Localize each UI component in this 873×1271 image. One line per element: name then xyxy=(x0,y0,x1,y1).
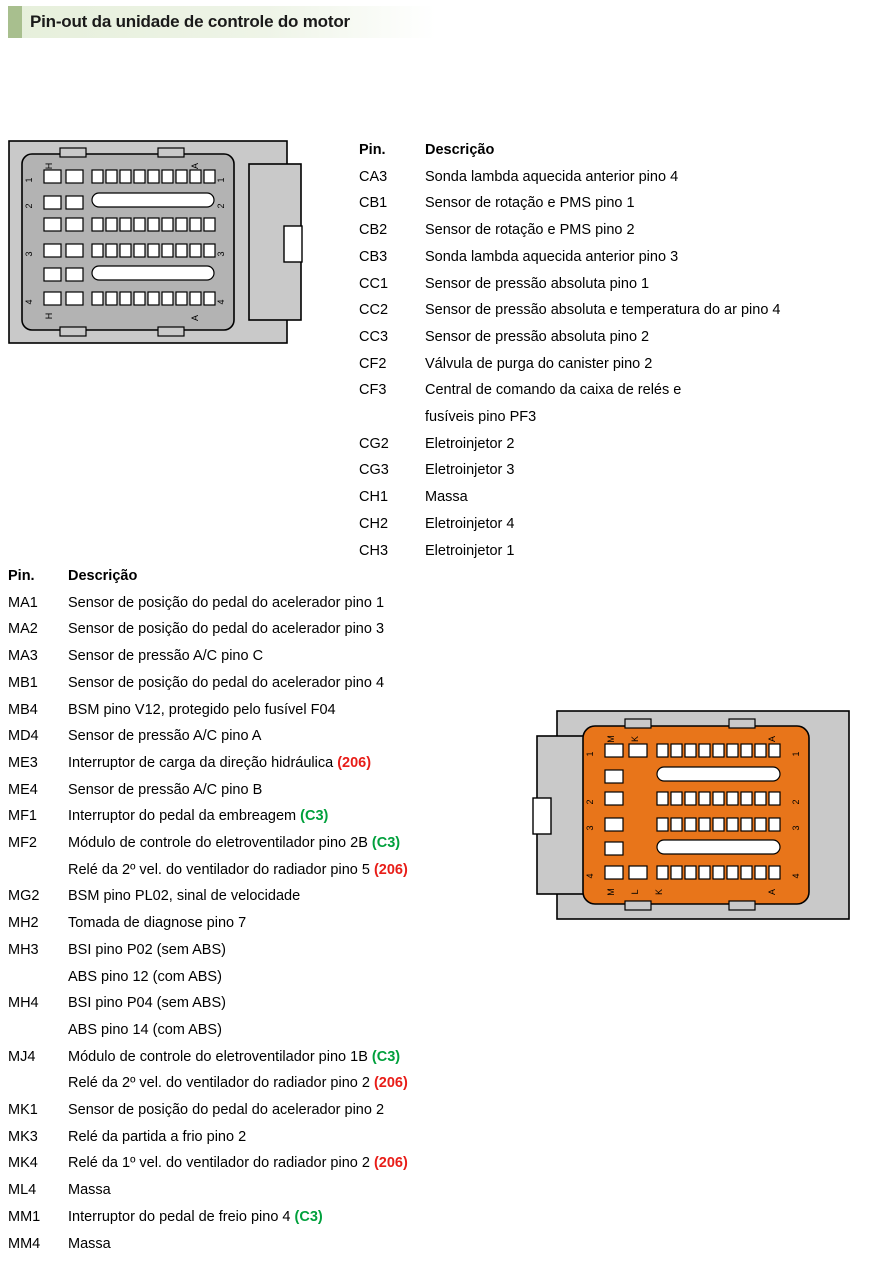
table-body-top xyxy=(359,164,869,565)
pin-code: CH3 xyxy=(359,542,389,559)
svg-text:2: 2 xyxy=(216,203,226,209)
pin-code: CH2 xyxy=(359,515,389,532)
svg-text:A: A xyxy=(190,162,200,170)
svg-text:3: 3 xyxy=(216,251,226,257)
svg-text:2: 2 xyxy=(585,799,595,805)
pin-description: BSI pino P02 (sem ABS) xyxy=(68,941,226,958)
pin-description: Relé da partida a frio pino 2 xyxy=(68,1128,247,1145)
table-row xyxy=(8,830,528,857)
pin-description: Sensor de posição do pedal do acelerador pino 1 xyxy=(68,594,385,611)
table-row xyxy=(359,217,869,244)
pin-description: Sensor de posição do pedal do acelerador pino 4 xyxy=(68,674,385,691)
pin-code: CG3 xyxy=(359,462,389,479)
pin-description-tag: (206) xyxy=(373,1155,408,1172)
pin-code: MG2 xyxy=(8,888,40,905)
pin-code: CH1 xyxy=(359,489,389,506)
svg-text:4: 4 xyxy=(24,299,34,305)
column-header-description: Descrição xyxy=(425,142,495,158)
table-row xyxy=(8,1097,528,1124)
pin-description: Módulo de controle do eletroventilador pino 1B (C3) xyxy=(68,1048,401,1065)
pin-code: MA1 xyxy=(8,594,38,611)
pin-description: Central de comando da caixa de relés e xyxy=(425,382,682,399)
pin-code: MB1 xyxy=(8,674,38,691)
pin-code: CG2 xyxy=(359,435,389,452)
svg-text:1: 1 xyxy=(216,177,226,183)
pin-description: ABS pino 12 (com ABS) xyxy=(68,968,222,985)
table-row xyxy=(8,883,528,910)
pin-description: Relé da 1º vel. do ventilador do radiador pino 2 (206) xyxy=(68,1155,408,1172)
pin-description: Módulo de controle do eletroventilador pino 2B (C3) xyxy=(68,835,401,852)
table-row xyxy=(8,616,528,643)
column-header-pin: Pin. xyxy=(359,142,386,158)
table-row xyxy=(359,244,869,271)
pin-description: Eletroinjetor 1 xyxy=(425,542,515,559)
table-row xyxy=(8,590,528,617)
pin-description: Sensor de rotação e PMS pino 2 xyxy=(425,222,635,239)
pin-code: CC3 xyxy=(359,328,389,345)
svg-text:4: 4 xyxy=(791,873,801,879)
table-row xyxy=(359,511,869,538)
svg-text:A: A xyxy=(767,888,777,896)
table-row xyxy=(8,777,528,804)
svg-text:K: K xyxy=(654,888,664,896)
table-row xyxy=(8,803,528,830)
column-header-pin: Pin. xyxy=(8,568,35,584)
pin-code: CC2 xyxy=(359,302,389,319)
table-row xyxy=(8,857,528,884)
table-row xyxy=(8,697,528,724)
table-row xyxy=(359,271,869,298)
table-row xyxy=(8,910,528,937)
pin-description: Sensor de posição do pedal do acelerador pino 2 xyxy=(68,1102,385,1119)
table-row xyxy=(8,1177,528,1204)
pin-code: MM1 xyxy=(8,1208,41,1225)
table-row xyxy=(359,404,869,431)
pin-code: ML4 xyxy=(8,1182,37,1199)
pin-description-tag: (C3) xyxy=(371,1048,401,1065)
pin-code: MD4 xyxy=(8,728,39,745)
pin-description-tag: (C3) xyxy=(300,808,329,825)
pin-code: MK4 xyxy=(8,1155,38,1172)
table-row xyxy=(359,457,869,484)
table-row xyxy=(359,190,869,217)
svg-text:3: 3 xyxy=(791,825,801,831)
table-body-bottom xyxy=(8,590,528,1258)
svg-text:H: H xyxy=(44,312,54,320)
table-row xyxy=(8,1150,528,1177)
page-title-banner xyxy=(8,6,436,38)
pin-description: BSM pino PL02, sinal de velocidade xyxy=(68,888,301,905)
pin-code: MM4 xyxy=(8,1235,41,1252)
pin-code: MH4 xyxy=(8,995,39,1012)
pin-code: CB3 xyxy=(359,248,388,265)
pin-description: Eletroinjetor 4 xyxy=(425,515,515,532)
pin-code: MA2 xyxy=(8,621,38,638)
svg-text:A: A xyxy=(767,735,777,743)
pin-description: Eletroinjetor 2 xyxy=(425,435,515,452)
pin-description: Interruptor de carga da direção hidráulica (206) xyxy=(68,754,372,771)
table-row xyxy=(359,377,869,404)
pin-code: MF2 xyxy=(8,835,37,852)
svg-text:2: 2 xyxy=(791,799,801,805)
svg-text:3: 3 xyxy=(24,251,34,257)
table-row xyxy=(359,538,869,565)
table-row xyxy=(8,670,528,697)
table-row xyxy=(8,643,528,670)
pin-description-tag: (206) xyxy=(373,1075,408,1092)
table-row xyxy=(359,431,869,458)
pin-description-tag: (206) xyxy=(337,754,372,771)
table-row xyxy=(8,990,528,1017)
pin-description: ABS pino 14 (com ABS) xyxy=(68,1021,222,1038)
pin-description: Massa xyxy=(68,1182,111,1199)
svg-text:M: M xyxy=(606,735,616,743)
column-header-description: Descrição xyxy=(68,568,138,584)
pin-code: MJ4 xyxy=(8,1048,36,1065)
svg-text:1: 1 xyxy=(24,177,34,183)
table-row xyxy=(359,164,869,191)
pin-description: Sensor de pressão absoluta pino 2 xyxy=(425,328,650,345)
table-row xyxy=(359,324,869,351)
pin-description: Sensor de pressão A/C pino A xyxy=(68,728,262,745)
pin-code: MF1 xyxy=(8,808,37,825)
pin-code: CA3 xyxy=(359,168,388,185)
pin-description: Interruptor do pedal da embreagem (C3) xyxy=(68,808,329,825)
title-accent-bar xyxy=(8,6,22,38)
pin-code: MA3 xyxy=(8,648,38,665)
page-title: Pin-out da unidade de controle do motor xyxy=(30,12,350,31)
pin-code: CB1 xyxy=(359,195,388,212)
pin-description: Sonda lambda aquecida anterior pino 3 xyxy=(425,248,679,265)
pin-description: Válvula de purga do canister pino 2 xyxy=(425,355,653,372)
pin-description: Sonda lambda aquecida anterior pino 4 xyxy=(425,168,679,185)
pin-description-tag: (206) xyxy=(373,861,408,878)
pin-description: Sensor de rotação e PMS pino 1 xyxy=(425,195,635,212)
connector-gray-diagram xyxy=(8,136,308,348)
pin-code: CF2 xyxy=(359,355,387,372)
table-row xyxy=(359,297,869,324)
pin-description: Tomada de diagnose pino 7 xyxy=(68,915,247,932)
svg-text:L: L xyxy=(630,889,640,895)
pin-code: CB2 xyxy=(359,222,388,239)
svg-text:K: K xyxy=(630,735,640,743)
table-row xyxy=(8,1017,528,1044)
pin-code: CC1 xyxy=(359,275,389,292)
pin-code: ME4 xyxy=(8,781,38,798)
table-row xyxy=(8,723,528,750)
pin-description: Massa xyxy=(68,1235,111,1252)
table-row xyxy=(8,1044,528,1071)
pin-code: CF3 xyxy=(359,382,387,399)
pin-code: MH3 xyxy=(8,941,39,958)
pin-description-tag: (C3) xyxy=(371,835,401,852)
table-header-row xyxy=(8,563,528,590)
pin-description: Sensor de pressão absoluta pino 1 xyxy=(425,275,650,292)
pin-description-tag: (C3) xyxy=(294,1208,323,1225)
table-row xyxy=(359,351,869,378)
pinout-table-top xyxy=(359,137,869,564)
svg-text:4: 4 xyxy=(216,299,226,305)
pin-description: Sensor de pressão A/C pino C xyxy=(68,648,264,665)
pin-code: MK3 xyxy=(8,1128,38,1145)
pin-description: Sensor de pressão A/C pino B xyxy=(68,781,263,798)
pin-description: Eletroinjetor 3 xyxy=(425,462,515,479)
pin-code: MK1 xyxy=(8,1102,38,1119)
svg-text:A: A xyxy=(190,314,200,322)
table-row xyxy=(8,750,528,777)
table-header-row xyxy=(359,137,869,164)
pin-description: Massa xyxy=(425,489,468,506)
pin-description: Relé da 2º vel. do ventilador do radiador pino 5 (206) xyxy=(68,861,408,878)
svg-text:4: 4 xyxy=(585,873,595,879)
connector-orange-diagram xyxy=(529,706,869,924)
svg-text:M: M xyxy=(606,888,616,896)
table-row xyxy=(8,937,528,964)
pin-description: Sensor de pressão absoluta e temperatura do ar pino 4 xyxy=(425,302,781,319)
pin-description: Sensor de posição do pedal do acelerador pino 3 xyxy=(68,621,385,638)
pinout-table-bottom xyxy=(8,563,528,1257)
svg-text:H: H xyxy=(44,162,54,170)
pin-code: MB4 xyxy=(8,701,38,718)
table-row xyxy=(8,1204,528,1231)
table-row xyxy=(8,964,528,991)
pin-description: BSM pino V12, protegido pelo fusível F04 xyxy=(68,701,336,718)
table-row xyxy=(359,484,869,511)
svg-text:1: 1 xyxy=(791,751,801,757)
table-row xyxy=(8,1231,528,1258)
svg-text:3: 3 xyxy=(585,825,595,831)
svg-text:1: 1 xyxy=(585,751,595,757)
pin-description: Interruptor do pedal de freio pino 4 (C3) xyxy=(68,1208,323,1225)
table-row xyxy=(8,1124,528,1151)
table-row xyxy=(8,1070,528,1097)
pin-code: MH2 xyxy=(8,915,39,932)
pin-description: Relé da 2º vel. do ventilador do radiador pino 2 (206) xyxy=(68,1075,408,1092)
pin-description: BSI pino P04 (sem ABS) xyxy=(68,995,226,1012)
pin-description: fusíveis pino PF3 xyxy=(425,409,537,426)
pin-code: ME3 xyxy=(8,754,38,771)
svg-text:2: 2 xyxy=(24,203,34,209)
